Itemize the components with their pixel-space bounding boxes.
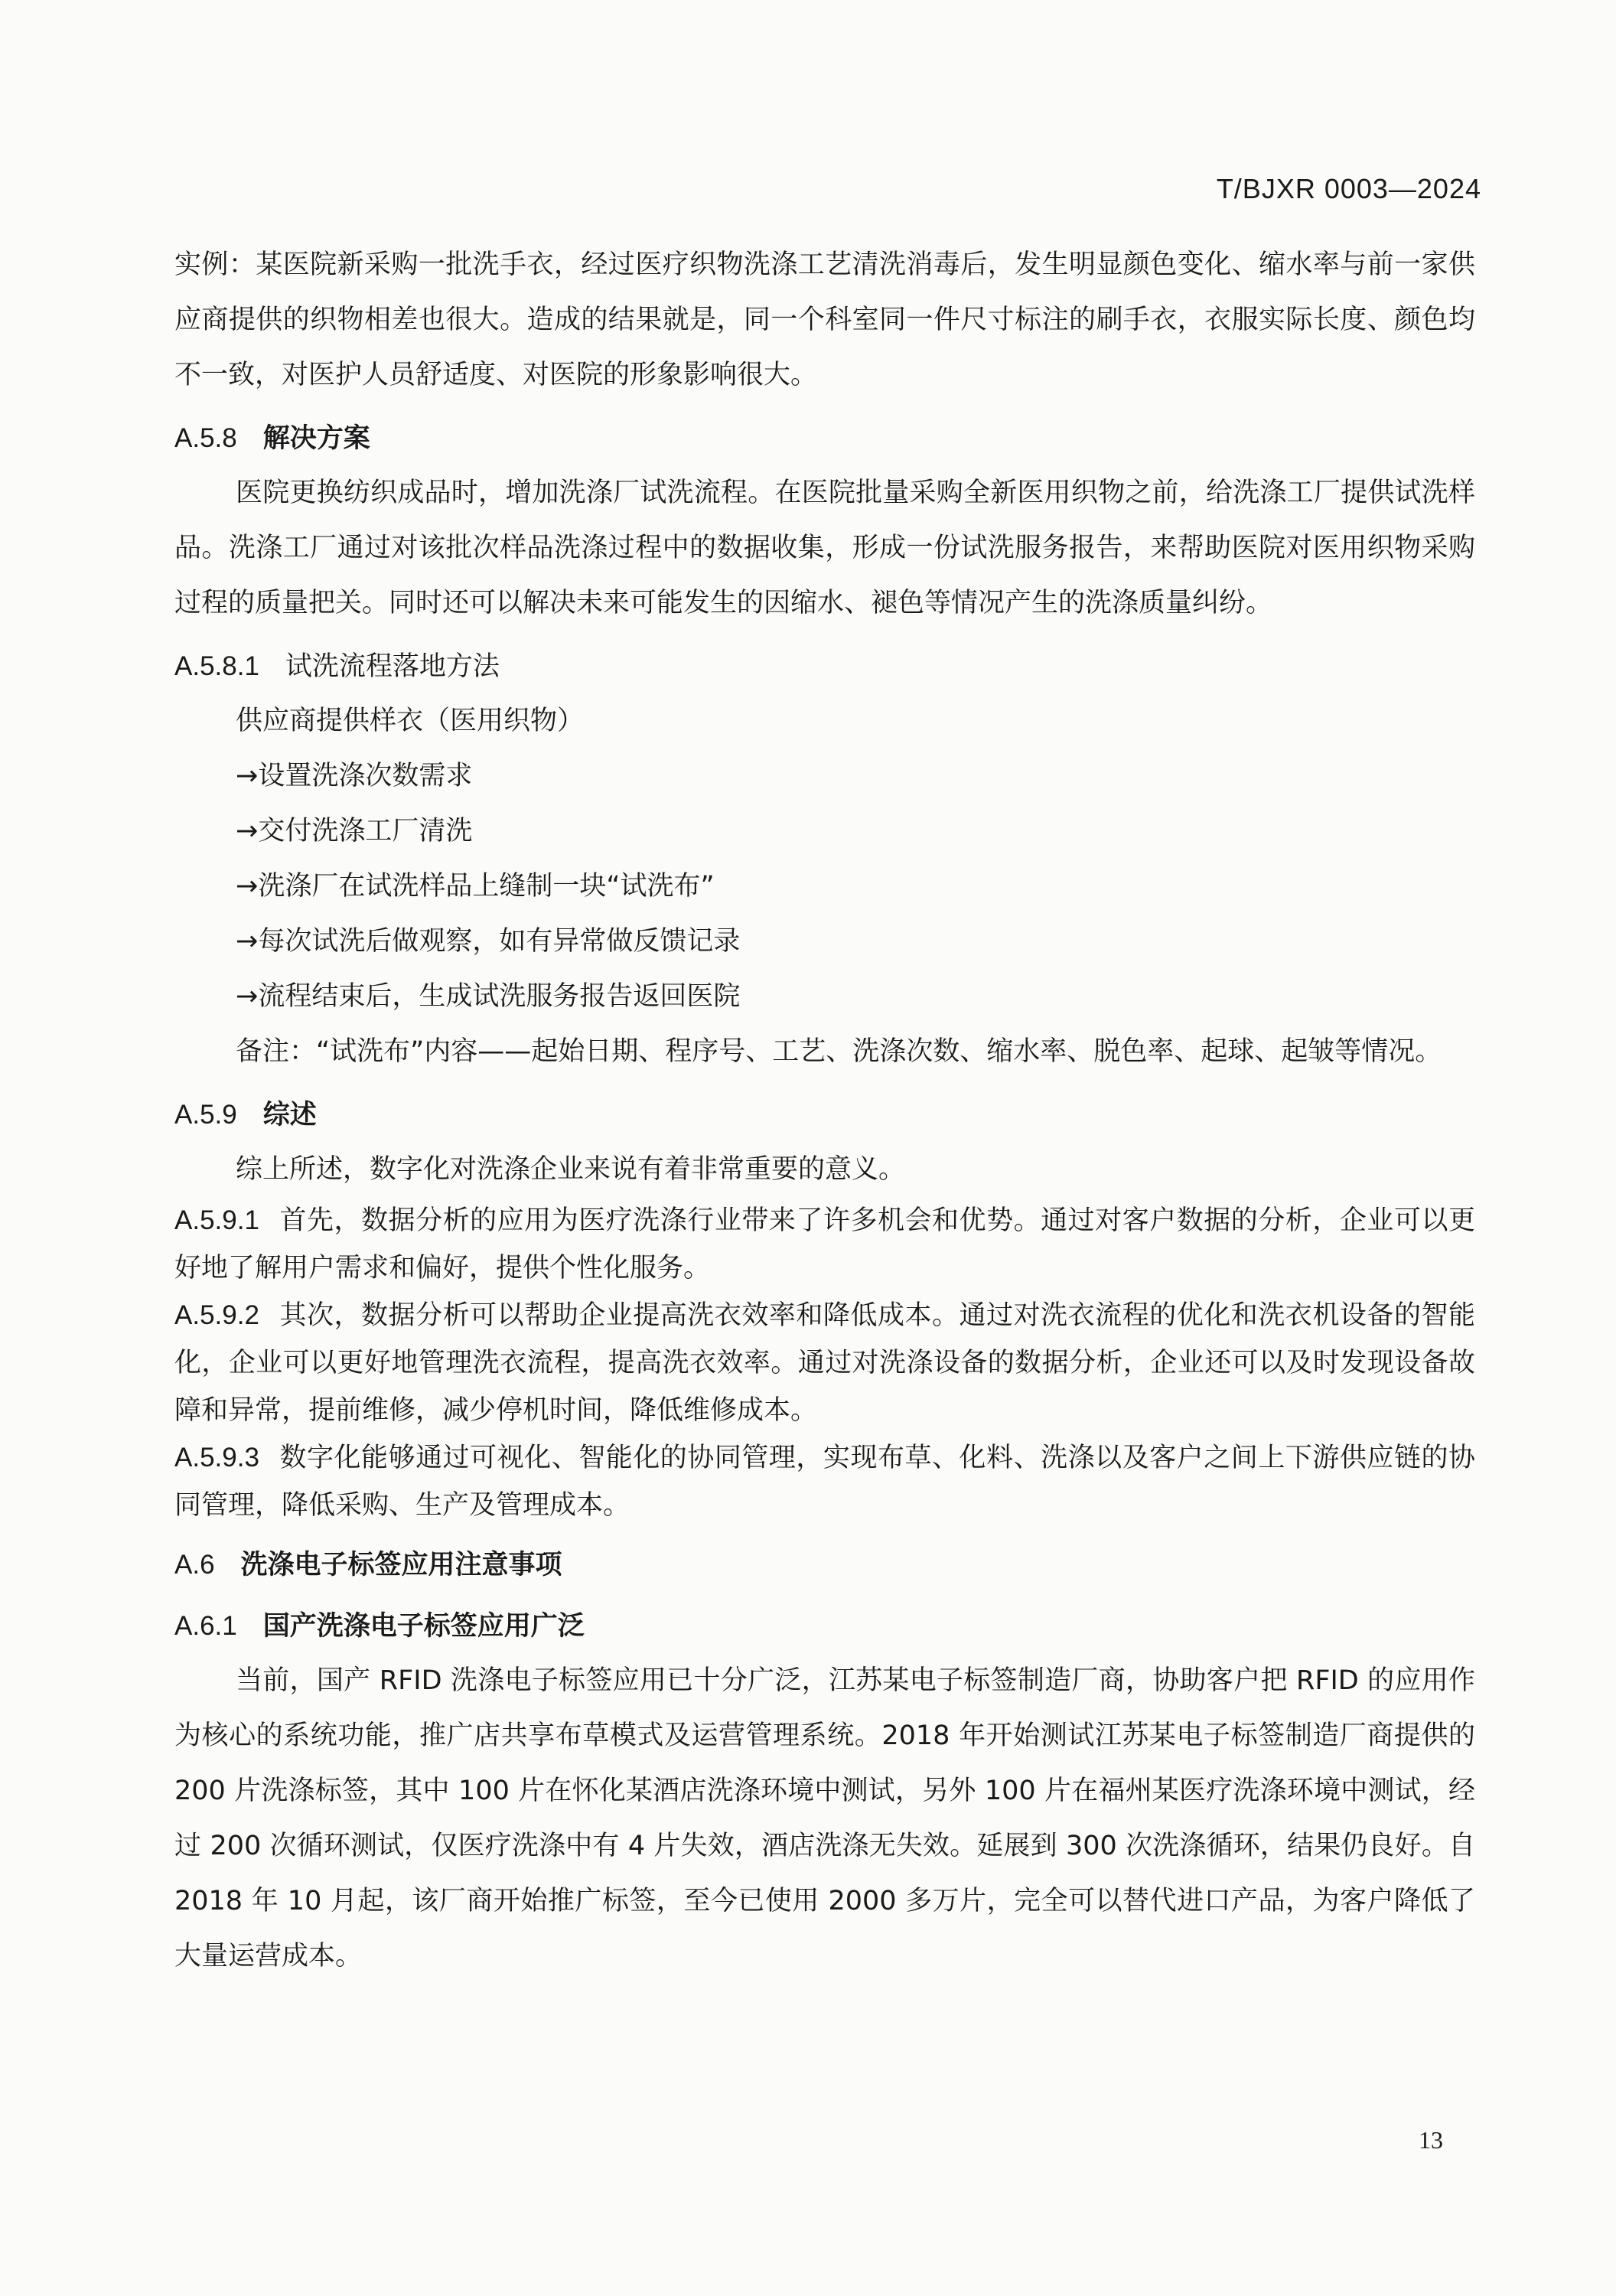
item-text: 其次，数据分析可以帮助企业提高洗衣效率和降低成本。通过对洗衣流程的优化和洗衣机设备的智能化，企业可以更好地管理洗衣流程，提高洗衣效率。通过对洗涤设备的数据分析，企业还可以及时发现设备故障和异常，提前维修，减少停机时间，降低维修成本。 [174, 1300, 1475, 1426]
heading-a581 [174, 641, 1475, 692]
summary-paragraph: 综上所述，数字化对洗涤企业来说有着非常重要的意义。 [236, 1154, 906, 1185]
process-step: →每次试洗后做观察，如有异常做反馈记录 [236, 926, 741, 957]
item-text: 首先，数据分析的应用为医疗洗涤行业带来了许多机会和优势。通过对客户数据的分析，企业可以更好地了解用户需求和偏好，提供个性化服务。 [174, 1205, 1475, 1283]
section-number: A.5.8 [174, 423, 237, 453]
process-step: →交付洗涤工厂清洗 [236, 816, 473, 846]
item-number: A.5.9.1 [174, 1205, 259, 1235]
section-title: 国产洗涤电子标签应用广泛 [262, 1611, 585, 1642]
section-title: 洗涤电子标签应用注意事项 [240, 1550, 562, 1580]
rfid-paragraph: 当前，国产 RFID 洗涤电子标签应用已十分广泛，江苏某电子标签制造厂商，协助客户把 RFID 的应用作为核心的系统功能，推广店共享布草模式及运营管理系统。2018 年开始测试江苏某电子标签制造厂商提供的 200 片洗涤标签，其中 100 片在怀化某酒店洗涤环境中测试，另外 100 片在福州某医疗洗涤环境中测试，经过 200 次循环测试，仅医疗洗涤中有 4 片失效，酒店洗涤无失效。延展到 300 次洗涤循环，结果仍良好。自 2018 年 10 月起，该厂商开始推广标签，至今已使用 2000 多万片，完全可以替代进口产品，为客户降低了大量运营成本。 [174, 1665, 1475, 1971]
page-number: 13 [1419, 2126, 1443, 2154]
page-content [174, 237, 1475, 1984]
solution-paragraph: 医院更换纺织成品时，增加洗涤厂试洗流程。在医院批量采购全新医用织物之前，给洗涤工厂提供试洗样品。洗涤工厂通过对该批次样品洗涤过程中的数据收集，形成一份试洗服务报告，来帮助医院对医用织物采购过程的质量把关。同时还可以解决未来可能发生的因缩水、褪色等情况产生的洗涤质量纠纷。 [174, 478, 1475, 618]
process-step: →流程结束后，生成试洗服务报告返回医院 [236, 981, 741, 1012]
summary-item [174, 1197, 1475, 1292]
item-number: A.5.9.3 [174, 1443, 259, 1473]
summary-item [174, 1434, 1475, 1529]
section-title: 解决方案 [262, 423, 370, 454]
document-code: T/BJXR 0003—2024 [1216, 173, 1481, 204]
heading-a61 [174, 1601, 1475, 1652]
section-number: A.6.1 [174, 1611, 237, 1641]
item-text: 数字化能够通过可视化、智能化的协同管理，实现布草、化料、洗涤以及客户之间上下游供应链的协同管理，降低采购、生产及管理成本。 [174, 1443, 1475, 1521]
section-title: 试洗流程落地方法 [285, 651, 500, 682]
example-paragraph: 实例：某医院新采购一批洗手衣，经过医疗织物洗涤工艺清洗消毒后，发生明显颜色变化、缩水率与前一家供应商提供的织物相差也很大。造成的结果就是，同一个科室同一件尺寸标注的刷手衣，衣服实际长度、颜色均不一致，对医护人员舒适度、对医院的形象影响很大。 [174, 249, 1475, 390]
heading-a59 [174, 1090, 1475, 1140]
heading-a58 [174, 413, 1475, 464]
section-number: A.6 [174, 1550, 215, 1580]
summary-item [174, 1292, 1475, 1434]
process-step: 供应商提供样衣（医用织物） [236, 706, 585, 736]
item-number: A.5.9.2 [174, 1300, 259, 1330]
process-step: →设置洗涤次数需求 [236, 761, 473, 791]
process-step: →洗涤厂在试洗样品上缝制一块“试洗布” [236, 871, 715, 902]
section-number: A.5.9 [174, 1100, 237, 1130]
note-paragraph: 备注：“试洗布”内容——起始日期、程序号、工艺、洗涤次数、缩水率、脱色率、起球、起皱等情况。 [236, 1036, 1442, 1067]
section-title: 综述 [262, 1100, 317, 1130]
heading-a6 [174, 1540, 1475, 1590]
section-number: A.5.8.1 [174, 651, 259, 681]
